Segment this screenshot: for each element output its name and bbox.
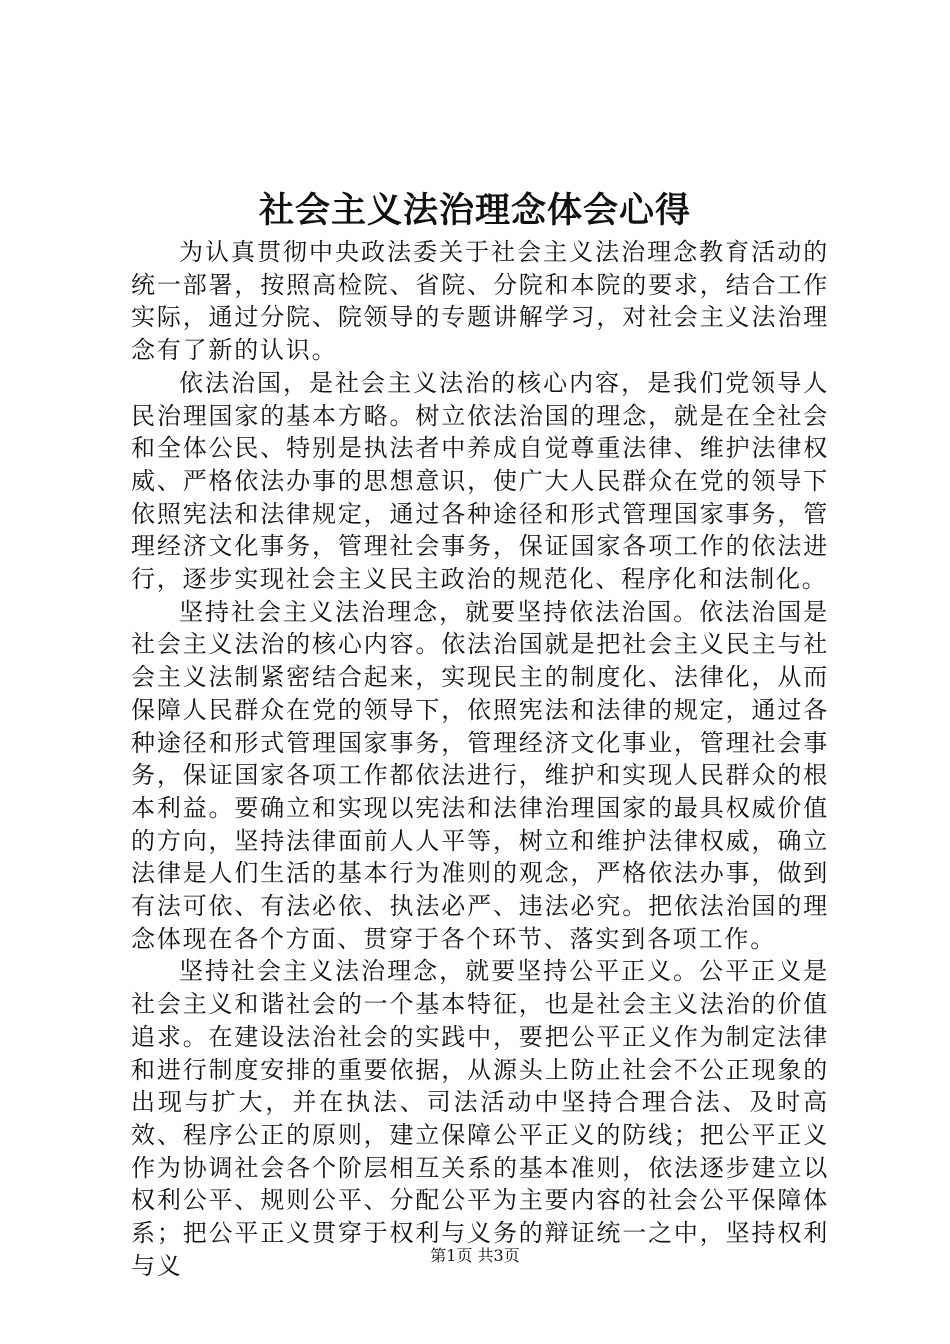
paragraph-2: 依法治国，是社会主义法治的核心内容，是我们党领导人民治理国家的基本方略。树立依法治国的理念，就是在全社会和全体公民、特别是执法者中养成自觉尊重法律、维护法律权威、严格依法办事的思想意识，使广大人民群众在党的领导下依照宪法和法律规定，通过各种途径和形式管理国家事务，管理经济文化事务，管理社会事务，保证国家各项工作的依法进行，逐步实现社会主义民主政治的规范化、程序化和法制化。 <box>131 368 829 594</box>
paragraph-4: 坚持社会主义法治理念，就要坚持公平正义。公平正义是社会主义和谐社会的一个基本特征，也是社会主义法治的价值追求。在建设法治社会的实践中，要把公平正义作为制定法律和进行制度安排的重要依据，从源头上防止社会不公正现象的出现与扩大，并在执法、司法活动中坚持合理合法、及时高效、程序公正的原则，建立保障公平正义的防线；把公平正义作为协调社会各个阶层相互关系的基本准则，依法逐步建立以权利公平、规则公平、分配公平为主要内容的社会公平保障体系；把公平正义贯穿于权利与义务的辩证统一之中，坚持权利与义 <box>131 957 829 1280</box>
document-title: 社会主义法治理念体会心得 <box>258 190 691 231</box>
document-body <box>131 236 829 1283</box>
paragraph-3: 坚持社会主义法治理念，就要坚持依法治国。依法治国是社会主义法治的核心内容。依法治国就是把社会主义民主与社会主义法制紧密结合起来，实现民主的制度化、法律化，从而保障人民群众在党的领导下，依照宪法和法律的规定，通过各种途径和形式管理国家事务，管理经济文化事业，管理社会事务，保证国家各项工作都依法进行，维护和实现人民群众的根本利益。要确立和实现以宪法和法律治理国家的最具权威价值的方向，坚持法律面前人人平等，树立和维护法律权威，确立法律是人们生活的基本行为准则的观念，严格依法办事，做到有法可依、有法必依、执法必严、违法必究。把依法治国的理念体现在各个方面、贯穿于各个环节、落实到各项工作。 <box>131 597 829 953</box>
paragraph-1: 为认真贯彻中央政法委关于社会主义法治理念教育活动的统一部署，按照高检院、省院、分院和本院的要求，结合工作实际，通过分院、院领导的专题讲解学习，对社会主义法治理念有了新的认识。 <box>131 238 829 365</box>
page-number-footer: 第1页 共3页 <box>430 1246 520 1265</box>
